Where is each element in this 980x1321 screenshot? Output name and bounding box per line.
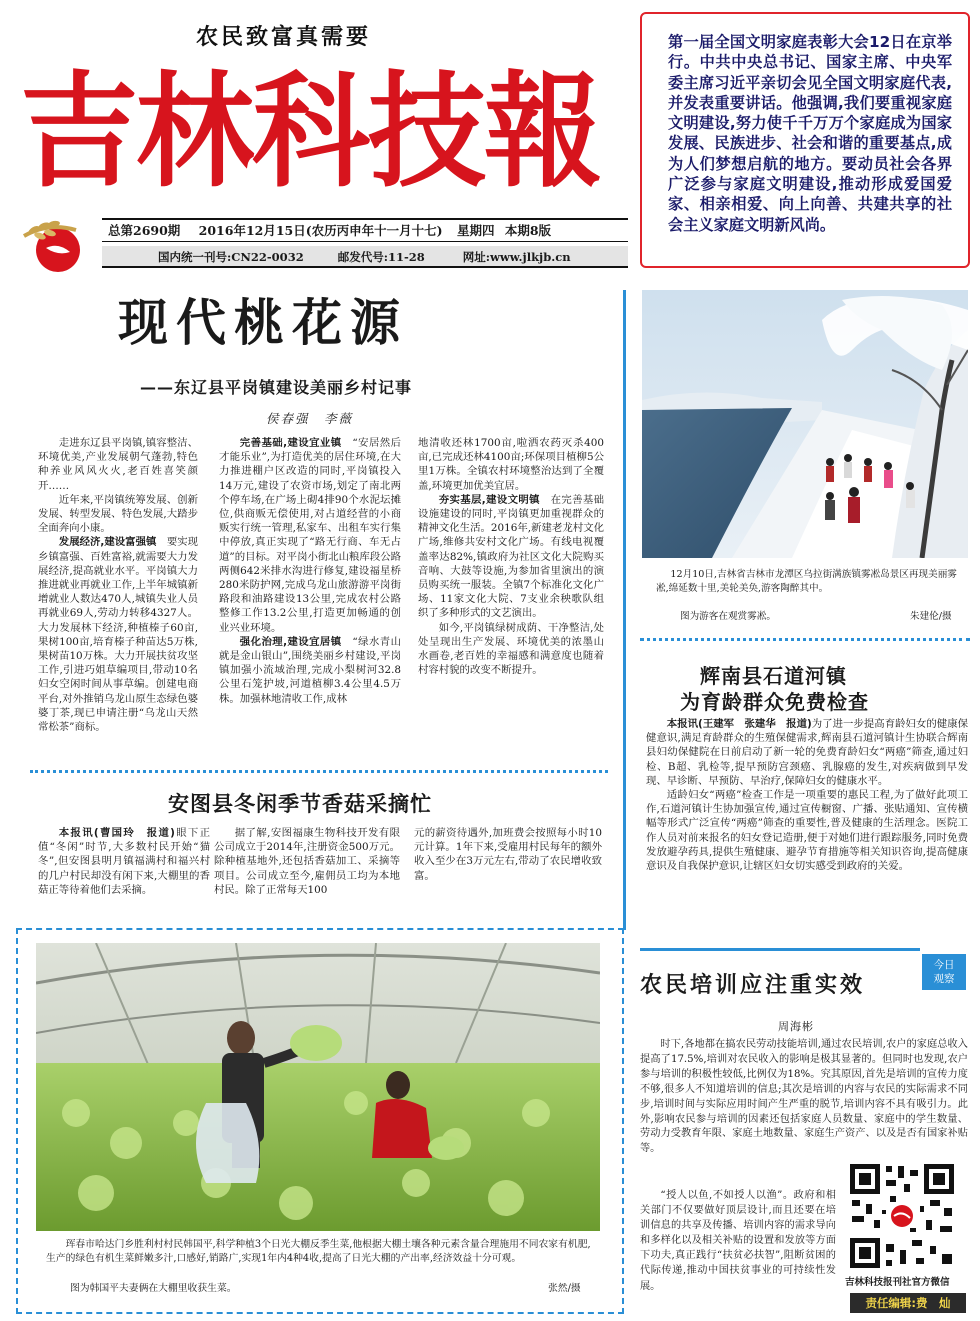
farm-greenhouse-photo	[36, 943, 600, 1231]
lead-col1-para: 走进东辽县平岗镇,镇容整洁、环境优美,产业发展朝气蓬勃,特色种养业风风火火,老百姓喜笑颜开……	[38, 437, 198, 492]
mushroom-col2: 据了解,安图福康生物科技开发有限公司成立于2014年,注册资金500万元。除种植基地外,还包括香菇加工、采摘等项目。公司成立至今,雇佣员工均为本地村民。除了正常每天100	[214, 827, 400, 896]
health-article-title-2: 为育龄群众免费检查	[680, 690, 869, 714]
farm-photo-credit: 张然/摄	[548, 1283, 581, 1294]
lead-article-title: 现代桃花源	[118, 294, 408, 352]
qr-code-label: 吉林科技报刊社官方微信	[845, 1277, 950, 1288]
right-divider	[640, 638, 970, 641]
lunar-date: (农历丙申年十一月十七)	[305, 223, 443, 238]
lead-subhead: 完善基础,建设宜业镇	[239, 437, 342, 449]
commentary-title: 农民培训应注重实效	[640, 973, 866, 998]
lead-col2-para: 完善基础,建设宜业镇 “安居然后才能乐业”,为打造优美的居住环境,在大力推进棚户区改造的同时,平岗镇投入14万元,建设了农资市场,划定了南北两个停车场,在广场上砌4排90个水泥坛摊位,供商贩无偿使用,对占道经营的小商贩实行统一管理,私家车、出租车实行集中停放,真正实现了“路无行商、车无占道”的目标。对平岗小街北山粮库段公路两侧642米排水沟进行修复,建设福星桥280米防护网,完成乌龙山旅游游平岗街路段和油路建设13公里,完成农村公路整修工作13.2公里,打造更加畅通的创业兴业环境。	[219, 437, 402, 634]
masthead	[0, 0, 630, 285]
commentary-author: 周海彬	[778, 1020, 814, 1033]
lead-article-subtitle: ——东辽县平岗镇建设美丽乡村记事	[140, 378, 413, 397]
publication-info-bar	[102, 246, 628, 268]
snow-photo-caption: 12月10日,吉林省吉林市龙潭区乌拉街满族镇雾凇岛景区再现美丽雾凇,绵延数十里,美轮美奂,游客陶醉其中。	[656, 569, 957, 594]
issue-number: 总第2690期	[108, 223, 181, 238]
lead-col2-para: 强化治理,建设宜居镇 “绿水青山就是金山银山”,围绕美丽乡村建设,平岗镇加强小流域治理,完成小梨树河32.8公里石笼护坡,河道植柳3.4公里4.5万株。加强林地清收工作,成林	[219, 635, 402, 705]
farm-photo-caption: 珲春市哈达门乡胜利村村民韩国平,科学种植3个日光大棚反季生菜,他根据大棚土壤各种元素含量合理施用不同农家有机肥,生产的绿色有机生菜鲜嫩多汁,口感好,销路广,实现1年内4种4收,提高了日光大棚的产出率,经济效益十分可观。	[46, 1239, 591, 1264]
issue-pages: 本期8版	[504, 223, 552, 238]
health-article-body: 本报讯(王建军 张建华 报道)为了进一步提高育龄妇女的健康保健意识,满足育龄群众的生殖保健需求,辉南县石道河镇计生协联合辉南县妇幼保健院在日前启动了新一轮的免费育龄妇女“两癌”筛查,通过妇检、B超、乳检等,提早预防宫颈癌、乳腺癌的发生,对疾病做到早发现、早诊断、早预防、早治疗,保障妇女的健康水平。 适龄妇女“两癌”检查工作是一项重要的惠民工程,为了做好此项工作,石道河镇计生协加强宣传,通过宣传橱窗、广播、张贴通知、宣传横幅等形式广泛宣传“两癌”筛查的重要性,普及健康的生活理念。医院工作人员对前来报名的妇女登记造册,便于对她们进行跟踪服务,同时免费发放避孕药具,提供生殖健康、避孕节育措施等相关知识咨询,提高健康意识及自我保护意识,让辖区妇女切实感受到政府的关爱。	[646, 718, 969, 873]
mushroom-article-title: 安图县冬闲季节香菇采摘忙	[168, 792, 432, 816]
mushroom-byline: 本报讯(曹国玲 报道)	[58, 827, 175, 839]
column-divider	[623, 290, 626, 930]
headline-news-box	[640, 12, 970, 268]
lead-col3-para: 地清收还林1700亩,啦洒农药灭杀400亩,已完成还林4100亩;环保项目植柳5公里1万株。全镇农村环境整治达到了全覆盖,环境更加优美宜居。	[418, 437, 604, 492]
masthead-title: 吉林科技報	[20, 58, 601, 204]
snow-scene-photo	[642, 290, 968, 558]
section-divider	[30, 770, 608, 773]
commentary-top-rule	[640, 948, 920, 951]
commentary-body: 时下,各地都在搞农民劳动技能培训,通过农民培训,农户的家庭总收入提高了17.5%,培训对农民收入的影响是极其显著的。但同时也发现,农户参与培训的积极性较低,比例仅为18%。究其原因,首先是培训的宣传力度不够,很多人不知道培训的信息;其次是培训的内容与农民的实际需求不同步,培训时间与实际应用时间产生严重的脱节,培训内容不具有吸引力。此外,影响农民参与培训的因素还包括家庭人员数量、家庭中的学生数量、劳动力受教育年限、家庭土地数量、家庭生产资产、以及是否有国家补贴等。	[640, 1039, 968, 1155]
lead-col1-para: 近年来,平岗镇统筹发展、创新发展、转型发展、特色发展,大踏步全面奔向小康。	[38, 493, 198, 535]
lead-subhead: 发展经济,建设富强镇	[58, 536, 157, 549]
snow-photo-credit: 朱建伦/摄	[910, 611, 952, 622]
lead-article-col2	[219, 436, 401, 706]
website: 网址:www.jlkjb.cn	[462, 250, 571, 264]
lead-article-author: 侯春强 李薇	[266, 411, 354, 426]
snow-photo-caption-2: 图为游客在观赏雾凇。	[680, 611, 776, 622]
health-byline: 本报讯(王建军 张建华 报道)	[666, 718, 812, 730]
lead-col1-para: 发展经济,建设富强镇 要实现乡镇富强、百姓富裕,就需要大力发展经济,提高就业水平。平岗镇大力推进就业再就业工作,上半年城镇新增就业人数达470人,城镇失业人员再就业69人,劳动力转移4327人。大力发展林下经济,种植榛子60亩,果树100亩,培育榛子种苗达5万株,果树苗10万株。大力开展扶贫攻坚工作,引进巧姐草编项目,带动10名妇女空闲时间从事草编。创建电商平台,对外推销乌龙山原生态绿色婆婆丁茶,现已申请注册“乌龙山天然常松茶”商标。	[38, 536, 199, 734]
commentary-body-2: “授人以鱼,不如授人以渔”。政府和相关部门不仅要做好顶层设计,而且还要在培训信息的共享及传播、培训内容的需求导向和多样化以及相关补贴的设置和发放等方面下功夫,真正践行“扶贫必扶智”,阻断贫困的代际传递,推动中国扶贫事业的可持续性发展。	[640, 1190, 836, 1292]
lead-subhead: 夯实基层,建设文明镇	[438, 493, 540, 506]
lead-subhead: 强化治理,建设宜居镇	[239, 635, 342, 648]
cn-number: 国内统一刊号:CN22-0032	[158, 250, 304, 264]
lead-article-col3	[418, 436, 604, 677]
farm-photo-caption-2: 图为韩国平夫妻俩在大棚里收获生菜。	[70, 1283, 237, 1294]
qr-code-icon	[846, 1160, 958, 1272]
headline-news-text: 第一届全国文明家庭表彰大会12日在京举行。中共中央总书记、国家主席、中央军委主席习近平亲切会见全国文明家庭代表,并发表重要讲话。他强调,我们要重视家庭文明建设,努力使千千万万个家庭成为国家发展、民族进步、社会和谐的重要基点,成为人们梦想启航的地方。要动员社会各界广泛参与家庭文明建设,推动形成爱国爱家、相亲相爱、向上向善、共建共享的社会主义家庭文明新风尚。	[668, 33, 952, 234]
lead-col3-para: 夯实基层,建设文明镇 在完善基础设施建设的同时,平岗镇更加重视群众的精神文化生活。2016年,新建老龙村文化广场,维修共安村文化广场。有线电视覆盖率达82%,镇政府为社区文化大院购买音响、大鼓等设施,为参加省里演出的演员购买统一服装。全镇7个标准化文化广场、11家文化大院、7支业余秧歌队组织了多种形式的文艺演出。	[418, 493, 604, 620]
wheat-logo-icon	[18, 208, 84, 274]
mushroom-col1: 本报讯(曹国玲 报道)眼下正值“冬闲”时节,大多数村民开始“猫冬”,但安图县明月镇福满村和福兴村的几户村民却没有闲下来,大棚里的香菇正等待着他们去采摘。	[38, 827, 211, 896]
issue-info-bar	[102, 218, 628, 242]
lead-col3-para: 如今,平岗镇绿树成荫、干净整洁,处处呈现出生产发展、环境优美的浓墨山水画卷,老百姓的幸福感和满意度也随着村容村貌的改变不断提升。	[418, 621, 604, 677]
issue-date: 2016年12月15日	[198, 223, 306, 238]
health-article-title-1: 辉南县石道河镇	[700, 664, 847, 688]
lead-article-col1	[38, 436, 198, 734]
issue-weekday: 星期四	[456, 223, 495, 238]
postal-code: 邮发代号:11-28	[337, 250, 425, 264]
mushroom-col3: 元的薪资待遇外,加班费会按照每小时10元计算。1年下来,受雇用村民每年的额外收入至少在3万元左右,带动了农民增收致富。	[414, 827, 602, 882]
masthead-slogan: 农民致富真需要	[196, 25, 372, 50]
responsible-editor: 责任编辑:费 灿	[850, 1293, 966, 1313]
today-observation-badge: 今日 观察	[922, 954, 966, 990]
